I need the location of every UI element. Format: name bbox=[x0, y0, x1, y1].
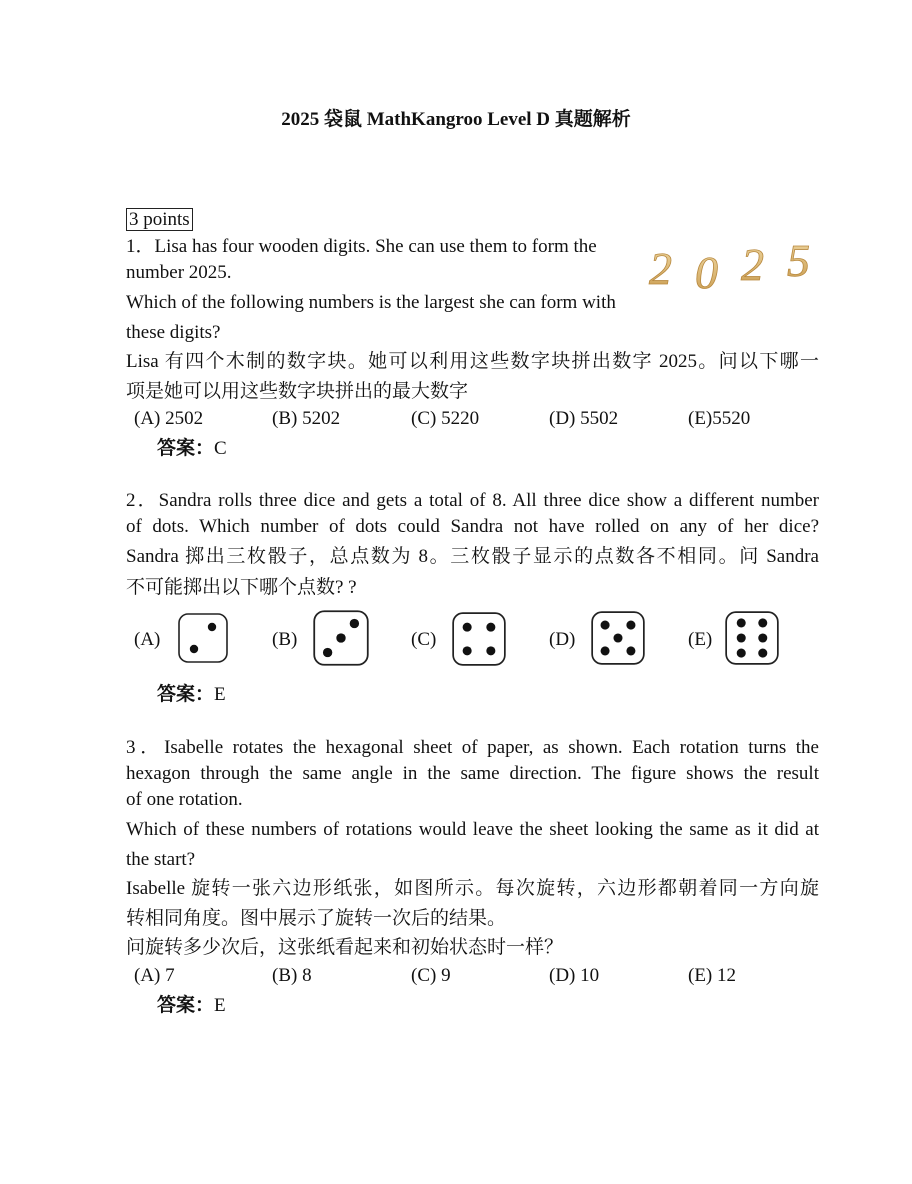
q2-line-2: of dots. Which number of dots could Sandra not have rolled on any of her dice? bbox=[126, 516, 819, 537]
die-pip bbox=[463, 623, 472, 632]
q3-line-3: of one rotation. bbox=[126, 789, 243, 810]
q2-answer: 答案：E bbox=[157, 684, 226, 705]
q2-option-c-label: (C) bbox=[411, 629, 437, 650]
q3-option-b: (B) 8 bbox=[272, 965, 312, 986]
die-pip bbox=[190, 645, 198, 653]
die-pip bbox=[737, 633, 746, 642]
die-two-dots-icon bbox=[177, 612, 229, 664]
die-face bbox=[453, 613, 505, 665]
q3-option-e: (E) 12 bbox=[688, 965, 737, 986]
die-face bbox=[726, 612, 778, 664]
die-pip bbox=[486, 623, 495, 632]
q1-option-d: (D) 5502 bbox=[549, 408, 619, 429]
die-pip bbox=[626, 621, 635, 630]
die-pip bbox=[486, 646, 495, 655]
die-pip bbox=[758, 649, 767, 658]
die-pip bbox=[758, 618, 767, 627]
die-pip bbox=[601, 621, 610, 630]
die-pip bbox=[758, 633, 767, 642]
wooden-digit: 0 bbox=[695, 247, 718, 296]
q2-line-3: Sandra 掷出三枚骰子，总点数为 8。三枚骰子显示的点数各不相同。问 Sandra bbox=[126, 546, 819, 567]
die-pip bbox=[336, 633, 345, 642]
wooden-digits-image bbox=[645, 236, 825, 296]
die-six-dots-icon bbox=[724, 610, 780, 666]
die-five-dots-icon bbox=[590, 610, 646, 666]
q3-line-7: 转相同角度。图中展示了旋转一次后的结果。 bbox=[126, 908, 507, 929]
q3-option-d: (D) 10 bbox=[549, 965, 600, 986]
q3-line-4: Which of these numbers of rotations would leave the sheet looking the same as it did at bbox=[126, 819, 819, 840]
q2-option-b-label: (B) bbox=[272, 629, 298, 650]
q2-option-e-label: (E) bbox=[688, 629, 713, 650]
q3-answer: 答案：E bbox=[157, 995, 226, 1016]
q1-option-a: (A) 2502 bbox=[134, 408, 204, 429]
q2-line-1: 2．Sandra rolls three dice and gets a total of 8. All three dice show a different number bbox=[126, 490, 819, 511]
q1-line-4: these digits? bbox=[126, 322, 221, 343]
die-pip bbox=[463, 646, 472, 655]
die-pip bbox=[601, 646, 610, 655]
die-pip bbox=[737, 618, 746, 627]
q3-option-a: (A) 7 bbox=[134, 965, 175, 986]
die-three-dots-icon bbox=[312, 609, 370, 667]
wooden-digit: 2 bbox=[741, 239, 764, 290]
wooden-digit: 5 bbox=[787, 236, 810, 286]
die-four-dots-icon bbox=[451, 611, 507, 667]
q1-option-c: (C) 5220 bbox=[411, 408, 480, 429]
die-pip bbox=[208, 623, 216, 631]
q1-line-6: 项是她可以用这些数字块拼出的最大数字 bbox=[126, 381, 469, 402]
q1-line-3: Which of the following numbers is the largest she can form with bbox=[126, 292, 616, 313]
q3-option-c: (C) 9 bbox=[411, 965, 451, 986]
die-pip bbox=[737, 649, 746, 658]
die-face bbox=[179, 614, 227, 662]
q3-line-8: 问旋转多少次后，这张纸看起来和初始状态时一样？ bbox=[126, 937, 564, 958]
wooden-digit: 2 bbox=[649, 243, 672, 294]
q3-line-1: 3．Isabelle rotates the hexagonal sheet of paper, as shown. Each rotation turns the bbox=[126, 737, 819, 758]
die-pip bbox=[613, 633, 622, 642]
q3-line-2: hexagon through the same angle in the same direction. The figure shows the result bbox=[126, 763, 819, 784]
q2-line-4: 不可能掷出以下哪个点数? ? bbox=[126, 577, 357, 598]
q1-option-b: (B) 5202 bbox=[272, 408, 341, 429]
q3-line-5: the start? bbox=[126, 849, 196, 870]
q2-option-a-label: (A) bbox=[134, 629, 161, 650]
q2-option-d-label: (D) bbox=[549, 629, 576, 650]
q1-answer: 答案：C bbox=[157, 438, 227, 459]
die-pip bbox=[323, 648, 332, 657]
q1-option-e: (E)5520 bbox=[688, 408, 751, 429]
q1-line-2: number 2025. bbox=[126, 262, 232, 283]
q1-line-5: Lisa 有四个木制的数字块。她可以利用这些数字块拼出数字 2025。问以下哪一 bbox=[126, 351, 819, 372]
points-badge: 3 points bbox=[126, 208, 193, 232]
q1-line-1: 1．Lisa has four wooden digits. She can use them to form the bbox=[126, 236, 597, 257]
page-title: 2025 袋鼠 MathKangroo Level D 真题解析 bbox=[281, 109, 631, 130]
die-pip bbox=[626, 646, 635, 655]
die-pip bbox=[350, 619, 359, 628]
q3-line-6: Isabelle 旋转一张六边形纸张，如图所示。每次旋转，六边形都朝着同一方向旋 bbox=[126, 878, 819, 899]
